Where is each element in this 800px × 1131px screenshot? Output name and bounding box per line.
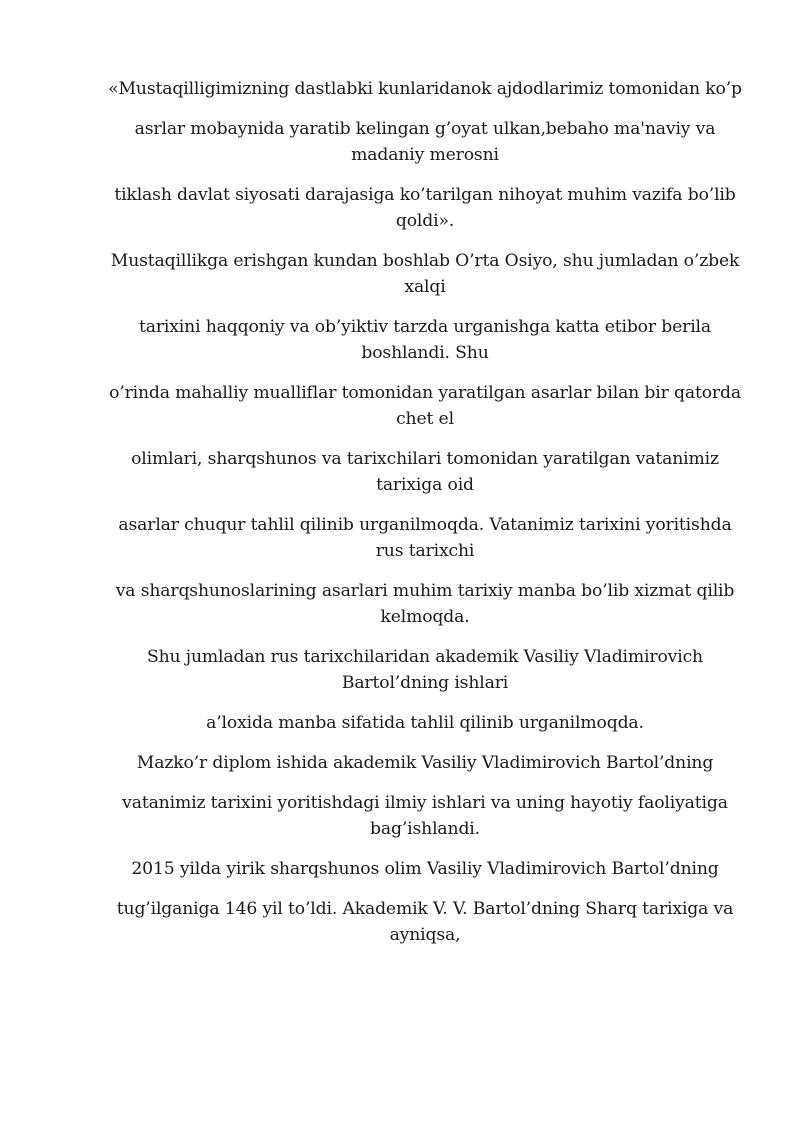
paragraph-7: olimlari, sharqshunos va tarixchilari tomonidan yaratilgan vatanimiz tarixiga oid (131, 449, 719, 495)
paragraph-9: va sharqshunoslarining asarlari muhim tarixiy manba bo’lib xizmat qilib kelmoqda. (115, 581, 735, 627)
paragraph-13: vatanimiz tarixini yoritishdagi ilmiy ishlari va uning hayotiy faoliyatiga bag’ishlandi. (122, 793, 728, 839)
document-body (105, 76, 745, 962)
paragraph-3: tiklash davlat siyosati darajasiga ko’tarilgan nihoyat muhim vazifa bo’lib qoldi». (114, 185, 736, 231)
paragraph-6: o’rinda mahalliy mualliflar tomonidan yaratilgan asarlar bilan bir qatorda chet el (109, 383, 741, 429)
paragraph-4: Mustaqillikga erishgan kundan boshlab O’rta Osiyo, shu jumladan o’zbek xalqi (110, 251, 740, 297)
paragraph-15: tug’ilganiga 146 yil to’ldi. Akademik V. V. Bartol’dning Sharq tarixiga va ayniqsa, (116, 899, 734, 945)
paragraph-14: 2015 yilda yirik sharqshunos olim Vasiliy Vladimirovich Bartol’dning (131, 859, 719, 879)
paragraph-8: asarlar chuqur tahlil qilinib urganilmoqda. Vatanimiz tarixini yoritishda rus tarixchi (118, 515, 732, 561)
paragraph-12: Mazko’r diplom ishida akademik Vasiliy Vladimirovich Bartol’dning (136, 753, 714, 773)
paragraph-1: «Mustaqilligimizning dastlabki kunlaridanok ajdodlarimiz tomonidan ko’p (108, 79, 742, 99)
paragraph-5: tarixini haqqoniy va ob’yiktiv tarzda urganishga katta etibor berila boshlandi. Shu (139, 317, 711, 363)
paragraph-2: asrlar mobaynida yaratib kelingan g’oyat ulkan,bebaho ma'naviy va madaniy merosni (134, 119, 716, 165)
paragraph-10: Shu jumladan rus tarixchilaridan akademik Vasiliy Vladimirovich Bartol’dning ishlari (147, 647, 703, 693)
paragraph-11: a’loxida manba sifatida tahlil qilinib urganilmoqda. (206, 713, 644, 733)
